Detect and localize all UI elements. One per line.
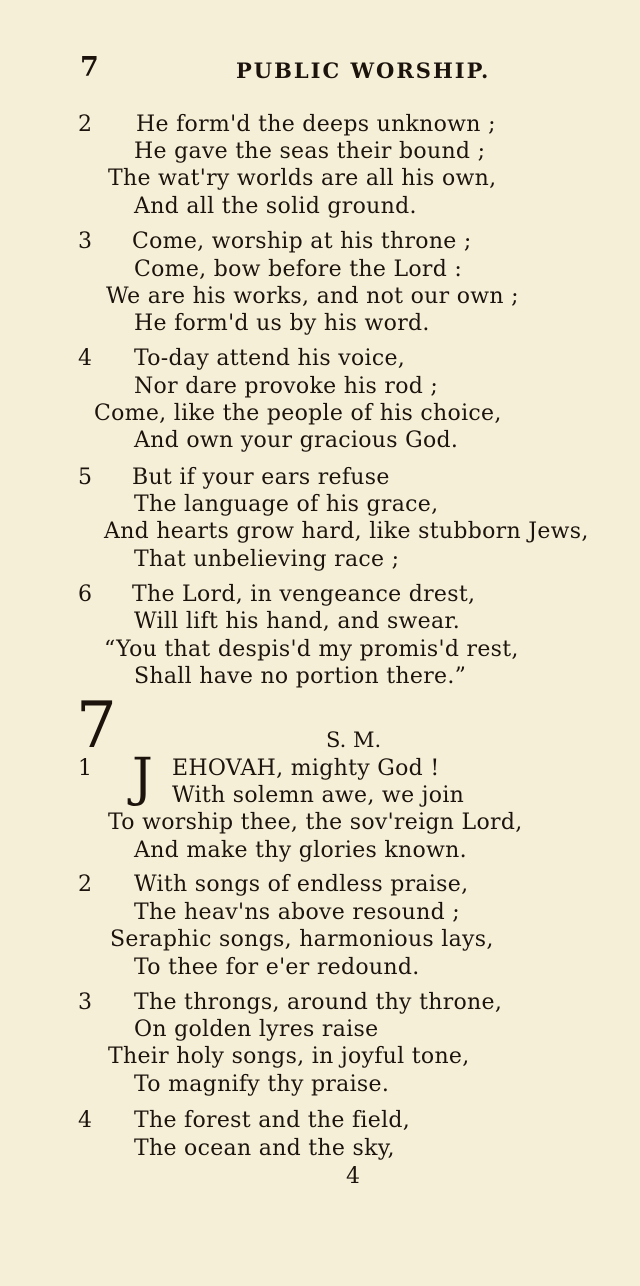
- verse-line: And hearts grow hard, like stubborn Jews,: [104, 519, 589, 544]
- verse-number: 5: [78, 465, 92, 490]
- verse-line: To worship thee, the sov'reign Lord,: [108, 810, 523, 835]
- drop-cap: J: [132, 748, 153, 808]
- verse-line: And own your gracious God.: [134, 428, 459, 453]
- verse-line: The heav'ns above resound ;: [134, 900, 460, 925]
- verse-number: 4: [78, 1108, 92, 1133]
- verse-line: The forest and the field,: [134, 1108, 411, 1133]
- verse-line: With songs of endless praise,: [134, 872, 469, 897]
- verse-line: We are his works, and not our own ;: [106, 284, 519, 309]
- hymn-meter: S. M.: [326, 728, 382, 752]
- verse-number: 1: [78, 756, 92, 781]
- verse-line: Seraphic songs, harmonious lays,: [110, 927, 494, 952]
- verse-line: Come, worship at his throne ;: [132, 229, 472, 254]
- verse-line: The throngs, around thy throne,: [134, 990, 503, 1015]
- verse-line: And make thy glories known.: [134, 838, 467, 863]
- verse-line: Their holy songs, in joyful tone,: [108, 1044, 470, 1069]
- verse-line: Come, like the people of his choice,: [94, 401, 502, 426]
- verse-number: 6: [78, 582, 92, 607]
- verse-line: EHOVAH, mighty God !: [172, 756, 440, 781]
- verse-line: That unbelieving race ;: [134, 547, 400, 572]
- verse-line: The wat'ry worlds are all his own,: [108, 166, 497, 191]
- verse-number: 4: [78, 346, 92, 371]
- verse-number: 3: [78, 229, 92, 254]
- verse-line: Will lift his hand, and swear.: [134, 609, 461, 634]
- verse-line: The ocean and the sky,: [134, 1136, 395, 1161]
- verse-line: Shall have no portion there.”: [134, 664, 467, 689]
- running-title: PUBLIC WORSHIP.: [236, 58, 491, 83]
- verse-number: 2: [78, 112, 92, 137]
- verse-line: Come, bow before the Lord :: [134, 257, 463, 282]
- signature-mark: 4: [346, 1164, 360, 1189]
- verse-line: To magnify thy praise.: [134, 1072, 390, 1097]
- verse-line: And all the solid ground.: [134, 194, 417, 219]
- verse-line: He gave the seas their bound ;: [134, 139, 486, 164]
- verse-line: “You that despis'd my promis'd rest,: [104, 637, 519, 662]
- verse-line: On golden lyres raise: [134, 1017, 379, 1042]
- verse-line: He form'd the deeps unknown ;: [136, 112, 496, 137]
- verse-line: But if your ears refuse: [132, 465, 390, 490]
- verse-number: 3: [78, 990, 92, 1015]
- verse-line: The Lord, in vengeance drest,: [132, 582, 476, 607]
- verse-line: He form'd us by his word.: [134, 311, 430, 336]
- verse-line: To-day attend his voice,: [134, 346, 406, 371]
- hymn-number: 7: [76, 689, 117, 763]
- verse-line: To thee for e'er redound.: [134, 955, 420, 980]
- page-number: 7: [80, 52, 99, 83]
- verse-line: With solemn awe, we join: [172, 783, 465, 808]
- verse-line: The language of his grace,: [134, 492, 439, 517]
- verse-line: Nor dare provoke his rod ;: [134, 374, 439, 399]
- verse-number: 2: [78, 872, 92, 897]
